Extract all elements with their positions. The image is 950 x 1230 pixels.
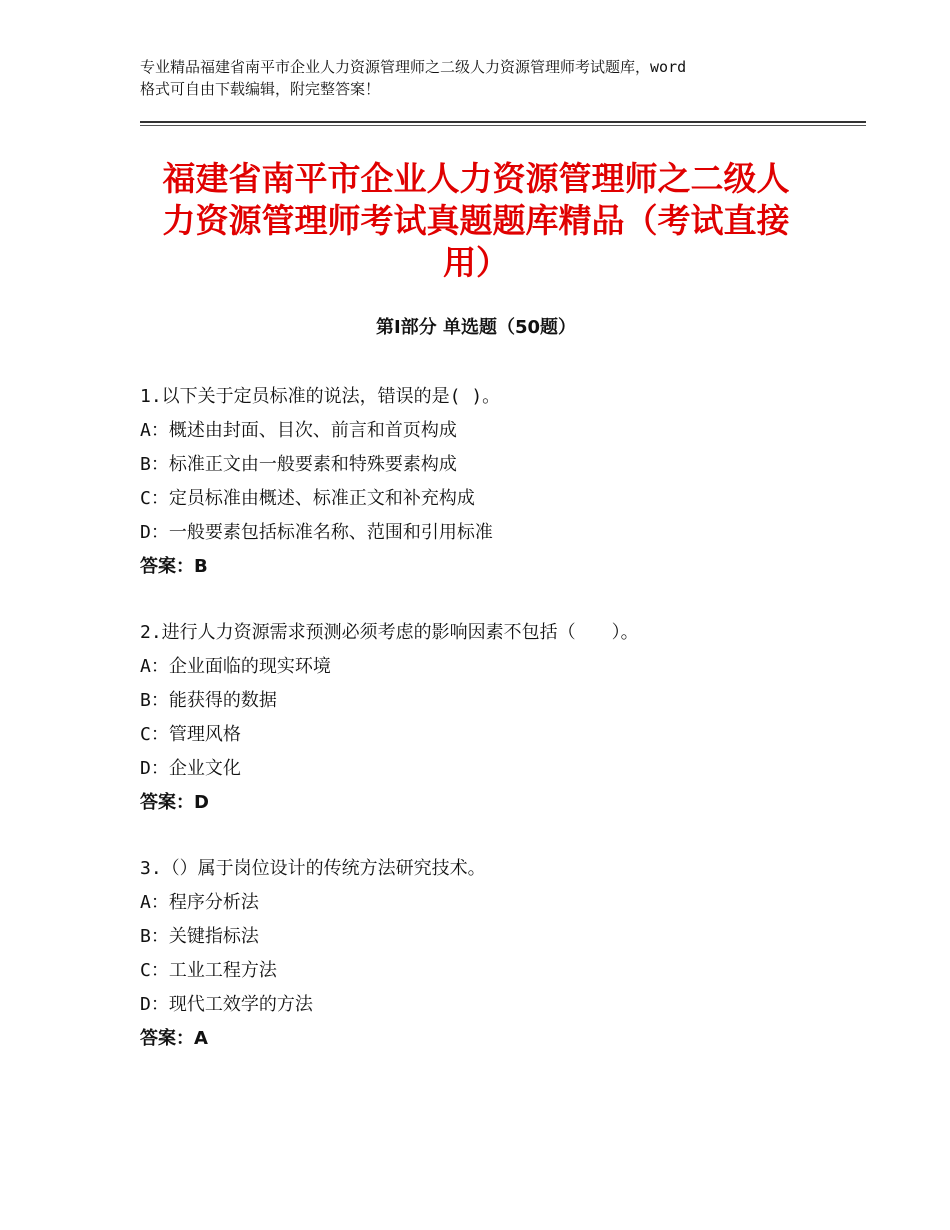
- option-c: C：工业工程方法: [140, 960, 277, 981]
- option-b: B：关键指标法: [140, 926, 259, 947]
- document-title-line-3: 用）: [443, 243, 509, 282]
- option-b: B：标准正文由一般要素和特殊要素构成: [140, 454, 457, 475]
- question-stem: 1.以下关于定员标准的说法，错误的是( )。: [140, 386, 501, 407]
- answer-label: 答案：B: [140, 556, 208, 577]
- question-1: [140, 380, 840, 584]
- question-3: [140, 852, 840, 1056]
- option-c: C：管理风格: [140, 724, 241, 745]
- answer-label: 答案：D: [140, 792, 209, 813]
- document-title-line-2: 力资源管理师考试真题题库精品（考试直接: [162, 201, 790, 240]
- header-note: [140, 56, 820, 100]
- header-note-line-2: 格式可自由下载编辑，附完整答案！: [140, 80, 381, 98]
- option-d: D：现代工效学的方法: [140, 994, 313, 1015]
- document-title-line-1: 福建省南平市企业人力资源管理师之二级人: [162, 159, 790, 198]
- document-title: [140, 158, 812, 284]
- question-stem: 2.进行人力资源需求预测必须考虑的影响因素不包括（ ）。: [140, 622, 639, 643]
- question-stem: 3.（）属于岗位设计的传统方法研究技术。: [140, 858, 486, 879]
- option-b: B：能获得的数据: [140, 690, 277, 711]
- question-2: [140, 616, 840, 820]
- option-a: A：概述由封面、目次、前言和首页构成: [140, 420, 457, 441]
- option-d: D：企业文化: [140, 758, 241, 779]
- question-list: [140, 380, 840, 1056]
- option-d: D：一般要素包括标准名称、范围和引用标准: [140, 522, 493, 543]
- header-note-line-1: 专业精品福建省南平市企业人力资源管理师之二级人力资源管理师考试题库，word: [140, 58, 687, 76]
- option-a: A：程序分析法: [140, 892, 259, 913]
- option-a: A：企业面临的现实环境: [140, 656, 331, 677]
- option-c: C：定员标准由概述、标准正文和补充构成: [140, 488, 475, 509]
- header-divider-thin: [140, 125, 866, 126]
- section-title: 第Ⅰ部分 单选题（50题）: [375, 317, 576, 338]
- header-divider-thick: [140, 121, 866, 123]
- answer-label: 答案：A: [140, 1028, 208, 1049]
